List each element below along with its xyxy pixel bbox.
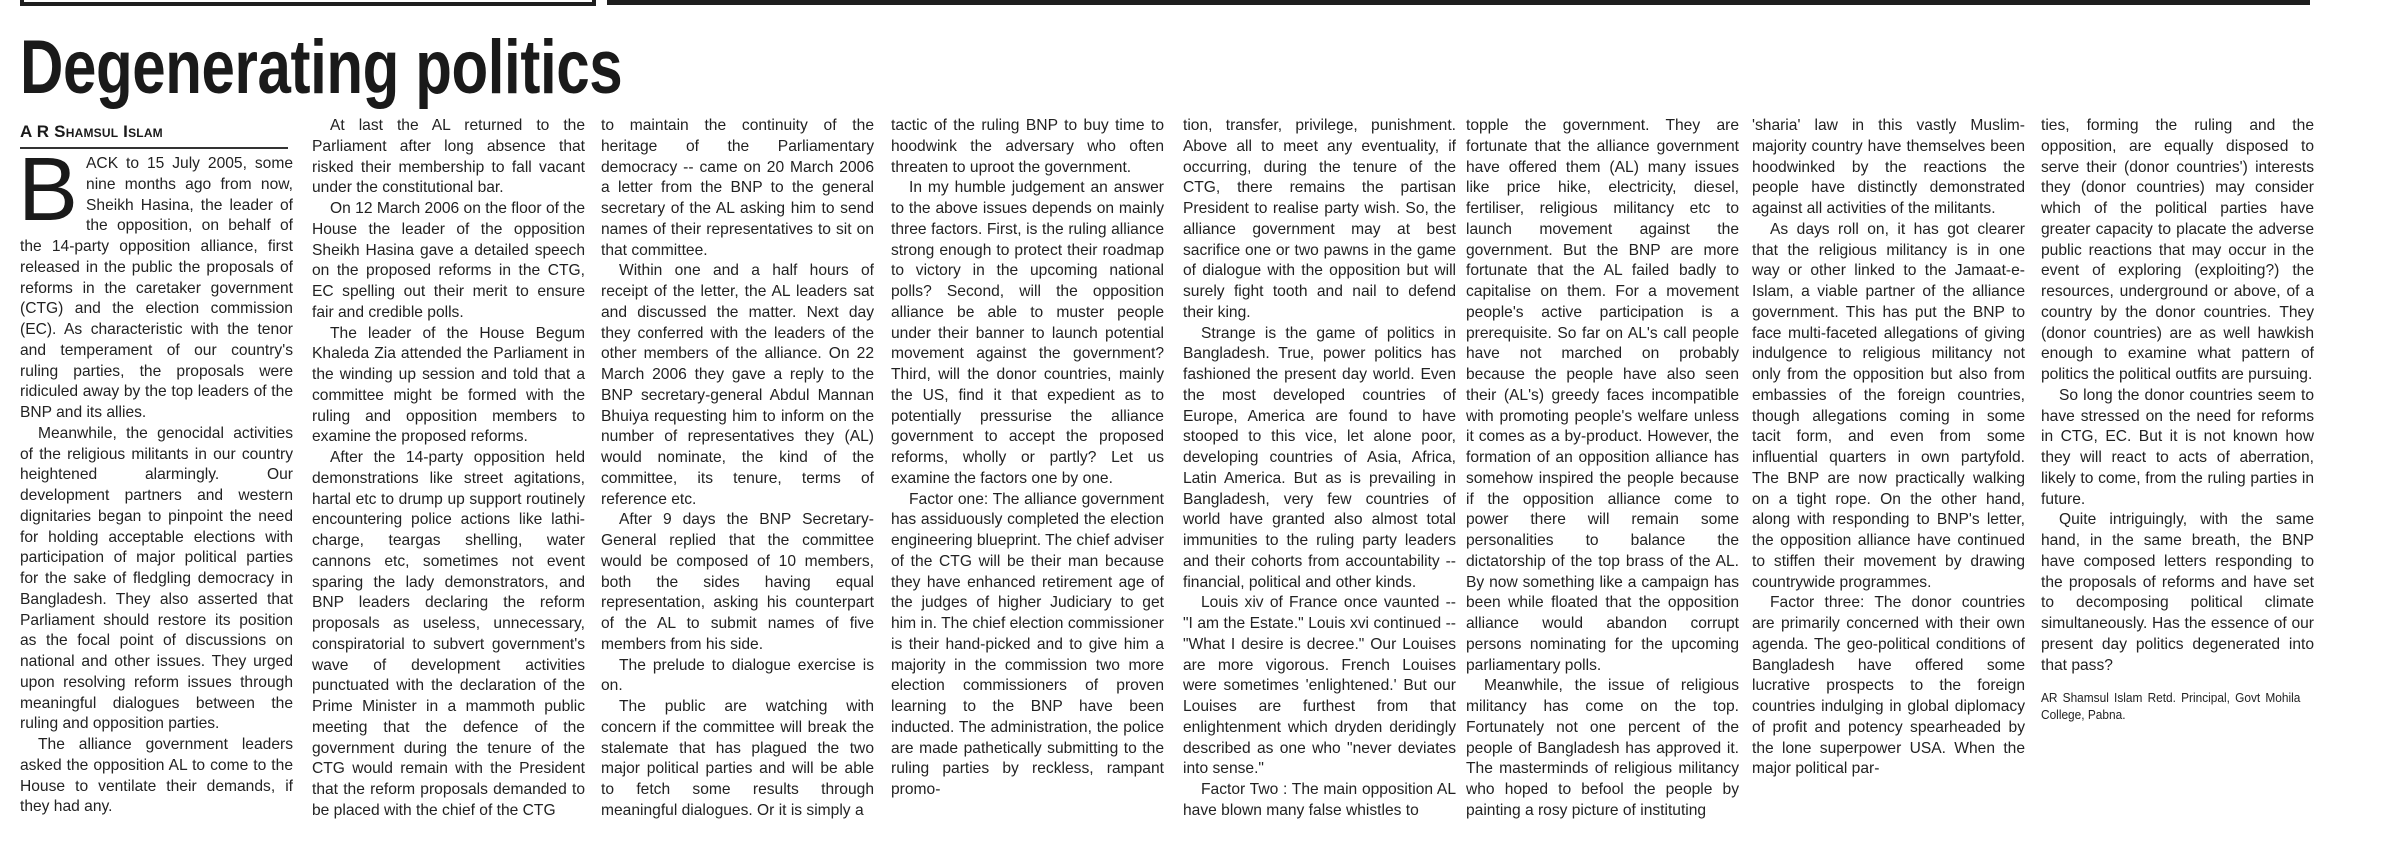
article-column-6 bbox=[1466, 116, 1739, 822]
byline: A R Shamsul Islam bbox=[20, 116, 288, 149]
article-paragraph: topple the government. They are fortunate that the alliance government have offered them (AL) many issues like price hike, electricity, diesel, fertiliser, religious militancy etc to launch movement against the government. But the BNP are more fortunate that the AL failed badly to capitalise on them. For a movement people's active participation is a prerequisite. So far on AL's call people have not marched on probably because the people have also seen their (AL's) greedy faces incompatible with promoting people's welfare unless it comes as a by-product. However, the formation of an opposition alliance has somehow inspired the people because if the opposition alliance come to power there will remain some personalities to balance the dictatorship of the top brass of the AL. By now something like a campaign has been while floated that the opposition alliance would abandon corrupt persons nominating for the upcoming parliamentary polls. bbox=[1466, 117, 1739, 674]
author-note: AR Shamsul Islam Retd. Principal, Govt Mohila College, Pabna. bbox=[2041, 691, 2301, 723]
article-paragraph: As days roll on, it has got clearer that the religious militancy is in one way or other linked to the Jamaat-e-Islam, a viable partner of the alliance government. This has put the BNP to face multi-faceted allegations of giving indulgence to religious militancy not only from the opposition but also from embassies of the foreign countries, though allegations coming in some tacit form, and even from some influential quarters in own partyfold. The BNP are now practically walking on a tight rope. On the other hand, along with responding to BNP's letter, the opposition alliance have continued to stiffen their movement by drawing countrywide programmes. bbox=[1752, 220, 2025, 591]
article-paragraph: At last the AL returned to the Parliament after long absence that risked their membership to fall vacant under the constitutional bar. bbox=[312, 117, 585, 197]
article-column-3 bbox=[601, 116, 874, 822]
article-paragraph: 'sharia' law in this vastly Muslim-majority country have themselves been hoodwinked by the reactions the people have distinctly demonstrated against all activities of the militants. bbox=[1752, 117, 2025, 217]
article-paragraph bbox=[18, 140, 293, 424]
article-paragraph: In my humble judgement an answer to the above issues depends on mainly three factors. First, is the ruling alliance strong enough to protect their roadmap to victory in the upcoming national polls? Second, will the opposition alliance be able to muster people under their banner to launch potential movement against the government? Third, will the donor countries, mainly the US, find it that expedient as to potentially pressurise the alliance government to accept the proposed reforms, wholly or partly? Let us examine the factors one by one. bbox=[891, 179, 1164, 487]
article-paragraph: On 12 March 2006 on the floor of the House the leader of the opposition Sheikh Hasina gave a detailed speech on the proposed reforms in the CTG, EC spelling out their merit to ensure fair and credible polls. bbox=[312, 200, 585, 321]
article-paragraph: Strange is the game of politics in Bangladesh. True, power politics has fashioned the present day world. Even the most developed countries of Europe, America are found to have stooped to this vice, let alone poor, developing countries of Asia, Africa, Latin America. But as is prevailing in Bangladesh, very few countries of world have granted also almost total immunities to the ruling party leaders and their cohorts from accountability -- financial, political and other kinds. bbox=[1183, 324, 1456, 591]
article-column-1 bbox=[20, 116, 293, 818]
article-paragraph: tactic of the ruling BNP to buy time to hoodwink the adversary who often threaten to uproot the government. bbox=[891, 117, 1164, 176]
drop-cap: B bbox=[18, 140, 79, 240]
top-frame-box bbox=[20, 0, 596, 6]
article-paragraph: Factor Two : The main opposition AL have blown many false whistles to bbox=[1183, 781, 1456, 819]
article-paragraph: After 9 days the BNP Secretary-General replied that the committee would be composed of 10 members, both the sides having equal representation, asking his counterpart of the AL to submit names of five members from his side. bbox=[601, 511, 874, 653]
paragraph-text: ACK to 15 July 2005, some nine months ago from now, Sheikh Hasina, the leader of the opposition, on behalf of the 14-party opposition alliance, first released in the public the proposals of reforms in the caretaker government (CTG) and the election commission (EC). As characteristic with the tenor and temperament of our country's ruling parties, the proposals were ridiculed away by the top leaders of the BNP and its allies. bbox=[20, 155, 293, 421]
article-paragraph: to maintain the continuity of the heritage of the Parliamentary democracy -- came on 20 March 2006 a letter from the BNP to the general secretary of the AL asking him to send names of their representatives to sit on that committee. bbox=[601, 117, 874, 259]
article-paragraph: ties, forming the ruling and the opposition, are equally disposed to serve their (donor countries') interests they (donor countries) may consider which of the political parties have greater capacity to placate the adverse public reactions that may occur in the event of exploring (exploiting?) the resources, underground or above, of a country by the donor countries. They (donor countries) are as well hawkish enough to examine what pattern of politics the political outfits are pursuing. bbox=[2041, 117, 2314, 383]
headline: Degenerating politics bbox=[20, 25, 623, 110]
article-paragraph: Factor one: The alliance government has assiduously completed the election engineering blueprint. The chief adviser of the CTG will be their man because they have enhanced retirement age of the judges of higher Judiciary to get him in. The chief election commissioner is their hand-picked and to give him a majority in the commission two more election commissioners of proven learning to the BNP have been inducted. The administration, the police are made pathetically submitting to the ruling parties by reckless, rampant promo- bbox=[891, 490, 1164, 798]
article-paragraph: The leader of the House Begum Khaleda Zia attended the Parliament in the winding up session and told that a committee might be formed with the ruling and opposition members to examine the proposed reforms. bbox=[312, 324, 585, 446]
article-column-8 bbox=[2041, 116, 2314, 724]
article-paragraph: Within one and a half hours of receipt of the letter, the AL leaders sat and discussed the matter. Next day they conferred with the leaders of the other members of the alliance. On 22 March 2006 they gave a reply to the BNP secretary-general Abdul Mannan Bhuiya requesting him to inform on the number of representatives they (AL) would nominate, the kind of the committee, its tenure, terms of reference etc. bbox=[601, 262, 874, 508]
article-paragraph: The alliance government leaders asked the opposition AL to come to the House to ventilate their demands, if they had any. bbox=[20, 736, 293, 816]
article-paragraph: Quite intriguingly, with the same hand, in the same breath, the BNP have composed letters responding to the proposals of reforms and have set to decomposing political climate simultaneously. Has the essence of our present day politics degenerated into that pass? bbox=[2041, 511, 2314, 674]
article-column-7 bbox=[1752, 116, 2025, 780]
article-paragraph: The public are watching with concern if the committee will break the stalemate that has plagued the two major political parties and will be able to fetch some results through meaningful dialogues. Or it is simply a bbox=[601, 698, 874, 819]
article-paragraph: Louis xiv of France once vaunted -- "I am the Estate." Louis xvi continued -- "What I desire is decree." Our Louises are more vigorous. French Louises were sometimes 'enlightened.' But our Louises are furthest from that enlightenment which dryden deridingly described as one who "never deviates into sense." bbox=[1183, 594, 1456, 778]
article-paragraph: Factor three: The donor countries are primarily concerned with their own agenda. The geo-political conditions of Bangladesh have offered some lucrative prospects to the foreign countries indulging in global diplomacy of profit and potency spearheaded by the lone superpower USA. When the major political par- bbox=[1752, 594, 2025, 778]
top-rule bbox=[607, 0, 2310, 5]
article-paragraph: So long the donor countries seem to have stressed on the need for reforms in CTG, EC. But it is not known how they will react to acts of aberration, likely to come, from the ruling parties in future. bbox=[2041, 386, 2314, 508]
article-column-2 bbox=[312, 116, 585, 822]
article-paragraph: The prelude to dialogue exercise is on. bbox=[601, 656, 874, 695]
article-column-5 bbox=[1183, 116, 1456, 822]
article-paragraph: After the 14-party opposition held demonstrations like street agitations, hartal etc to drump up support routinely encountering police actions like lathi-charge, teargas shelling, water cannons etc, sometimes not event sparing the lady demonstrators, and BNP leaders declaring the reform proposals as useless, unnecessary, conspiratorial to subvert government's wave of development activities punctuated with the declaration of the Prime Minister in a mammoth public meeting that the defence of the government during the tenure of the CTG would remain with the President that the reform proposals demanded to be placed with the chief of the CTG bbox=[312, 449, 585, 819]
article-column-4 bbox=[891, 116, 1164, 801]
article-paragraph: Meanwhile, the issue of religious militancy has come on the top. Fortunately not one percent of the people of Bangladesh has approved it. The masterminds of religious militancy who hoped to befool the people by painting a rosy picture of instituting bbox=[1466, 677, 1739, 819]
article-paragraph: Meanwhile, the genocidal activities of the religious militants in our country heightened alarmingly. Our development partners and western dignitaries began to pinpoint the need for holding acceptable elections with participation of major political parties for the sake of fledgling democracy in Bangladesh. They also asserted that Parliament should restore its position as the focal point of discussions on national and other issues. They urged upon resolving reform issues through meaningful dialogues between the ruling and opposition parties. bbox=[20, 424, 293, 733]
article-paragraph: tion, transfer, privilege, punishment. Above all to meet any eventuality, if occurring, during the tenure of the CTG, there remains the partisan President to realise party wish. So, the alliance government may at best sacrifice one or two pawns in the game of dialogue with the opposition but will surely fight tooth and nail to defend their king. bbox=[1183, 117, 1456, 321]
